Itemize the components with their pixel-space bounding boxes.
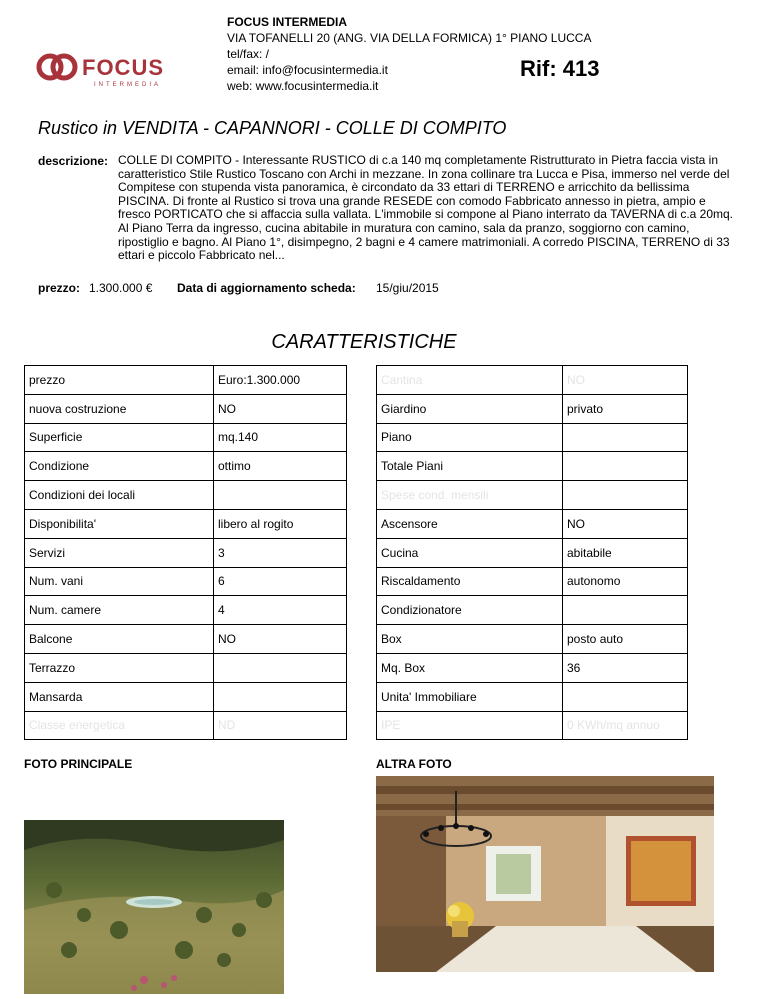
feature-label: Servizi: [25, 538, 214, 567]
features-table-right: [376, 365, 688, 740]
feature-label: Mansarda: [25, 682, 214, 711]
feature-row: [25, 538, 347, 567]
feature-value: [563, 682, 688, 711]
agency-telfax: tel/fax: /: [227, 47, 270, 61]
feature-row: [377, 567, 688, 596]
feature-label: Classe energetica: [25, 711, 214, 740]
feature-row: [377, 423, 688, 452]
feature-value: 6: [214, 567, 347, 596]
feature-row: [25, 596, 347, 625]
feature-row: [377, 481, 688, 510]
description-label: descrizione:: [38, 154, 109, 168]
feature-row: [25, 653, 347, 682]
feature-value: 4: [214, 596, 347, 625]
agency-header: [227, 14, 591, 94]
feature-label: Cucina: [377, 538, 563, 567]
feature-value: [214, 653, 347, 682]
reference-number: Rif: 413: [520, 56, 600, 81]
feature-row: [25, 394, 347, 423]
feature-value: privato: [563, 394, 688, 423]
agency-web: web: www.focusintermedia.it: [227, 79, 379, 93]
feature-row: [377, 452, 688, 481]
agency-address: VIA TOFANELLI 20 (ANG. VIA DELLA FORMICA) 1° PIANO LUCCA: [227, 31, 592, 45]
feature-label: Mq. Box: [377, 653, 563, 682]
feature-row: [25, 682, 347, 711]
feature-label: prezzo: [25, 366, 214, 395]
listing-title: Rustico in VENDITA - CAPANNORI - COLLE DI COMPITO: [38, 118, 507, 138]
feature-label: Ascensore: [377, 509, 563, 538]
feature-label: Disponibilita': [25, 509, 214, 538]
feature-label: Cantina: [377, 366, 563, 395]
feature-row: [377, 394, 688, 423]
feature-value: autonomo: [563, 567, 688, 596]
feature-value: 0 KWh/mq annuo: [563, 711, 688, 740]
features-table-left: [24, 365, 347, 740]
feature-row: [377, 653, 688, 682]
feature-value: posto auto: [563, 625, 688, 654]
feature-row: [377, 596, 688, 625]
feature-label: Num. vani: [25, 567, 214, 596]
feature-value: NO: [563, 509, 688, 538]
agency-email: email: info@focusintermedia.it: [227, 63, 388, 77]
feature-value: ottimo: [214, 452, 347, 481]
price-label: prezzo:: [38, 281, 80, 295]
feature-label: Unita' Immobiliare: [377, 682, 563, 711]
feature-value: NO: [214, 394, 347, 423]
feature-row: [25, 509, 347, 538]
feature-label: Condizionatore: [377, 596, 563, 625]
feature-label: Superficie: [25, 423, 214, 452]
feature-row: [25, 625, 347, 654]
feature-row: [25, 481, 347, 510]
feature-value: [563, 481, 688, 510]
feature-value: libero al rogito: [214, 509, 347, 538]
feature-row: [377, 509, 688, 538]
feature-value: NO: [563, 366, 688, 395]
price-value: 1.300.000 €: [89, 281, 153, 295]
feature-value: [214, 682, 347, 711]
feature-label: Condizione: [25, 452, 214, 481]
feature-row: [25, 567, 347, 596]
feature-label: Terrazzo: [25, 653, 214, 682]
feature-label: Num. camere: [25, 596, 214, 625]
feature-row: [25, 366, 347, 395]
feature-value: 3: [214, 538, 347, 567]
feature-value: ND: [214, 711, 347, 740]
agency-logo: [36, 50, 180, 90]
feature-label: Riscaldamento: [377, 567, 563, 596]
feature-row: [377, 366, 688, 395]
feature-label: IPE: [377, 711, 563, 740]
update-date-label: Data di aggiornamento scheda:: [177, 281, 356, 295]
feature-value: abitabile: [563, 538, 688, 567]
main-photo: [24, 820, 284, 994]
update-date-value: 15/giu/2015: [376, 281, 439, 295]
feature-value: [214, 481, 347, 510]
feature-value: NO: [214, 625, 347, 654]
feature-label: Giardino: [377, 394, 563, 423]
feature-row: [25, 423, 347, 452]
other-photo: [376, 776, 714, 972]
feature-value: Euro:1.300.000: [214, 366, 347, 395]
feature-value: [563, 596, 688, 625]
feature-label: Piano: [377, 423, 563, 452]
agency-name: FOCUS INTERMEDIA: [227, 15, 347, 29]
feature-row: [377, 625, 688, 654]
feature-value: mq.140: [214, 423, 347, 452]
feature-row: [25, 711, 347, 740]
feature-value: [563, 452, 688, 481]
description-text: COLLE DI COMPITO - Interessante RUSTICO di c.a 140 mq completamente Ristrutturato in Pietra faccia vista in caratteristico Stile Rustico Toscano con Archi in mezzane. In zona collinare tra Lucca e Pisa, immerso nel verde del Compitese con stupenda vista panoramica, è circondato da 33 ettari di TERRENO e arricchito da bellissima PISCINA. Di fronte al Rustico si trova una grande RESEDE con comodo Fabbricato annesso in pietra, ampio e fresco PORTICATO che si affaccia sulla vallata. L'immobile si compone al Piano interrato da TAVERNA di c.a 20mq. Al Piano Terra da ingresso, cucina abitabile in muratura con camino, sala da pranzo, soggiorno con camino, ripostiglio e bagno. Al Piano 1°, disimpegno, 2 bagni e 4 camere matrimoniali. A corredo PISCINA, TERRENO di 33 ettari e piccolo Fabbricato nel...: [118, 153, 734, 263]
feature-label: nuova costruzione: [25, 394, 214, 423]
feature-value: 36: [563, 653, 688, 682]
main-photo-label: FOTO PRINCIPALE: [24, 757, 133, 771]
feature-row: [377, 538, 688, 567]
feature-label: Spese cond. mensili: [377, 481, 563, 510]
feature-row: [377, 682, 688, 711]
feature-row: [25, 452, 347, 481]
svg-text:INTERMEDIA: INTERMEDIA: [94, 82, 162, 88]
feature-label: Balcone: [25, 625, 214, 654]
feature-row: [377, 711, 688, 740]
features-section-title: CARATTERISTICHE: [271, 331, 457, 353]
feature-label: Condizioni dei locali: [25, 481, 214, 510]
svg-text:FOCUS: FOCUS: [82, 55, 164, 80]
feature-label: Box: [377, 625, 563, 654]
feature-value: [563, 423, 688, 452]
other-photo-label: ALTRA FOTO: [376, 757, 452, 771]
feature-label: Totale Piani: [377, 452, 563, 481]
